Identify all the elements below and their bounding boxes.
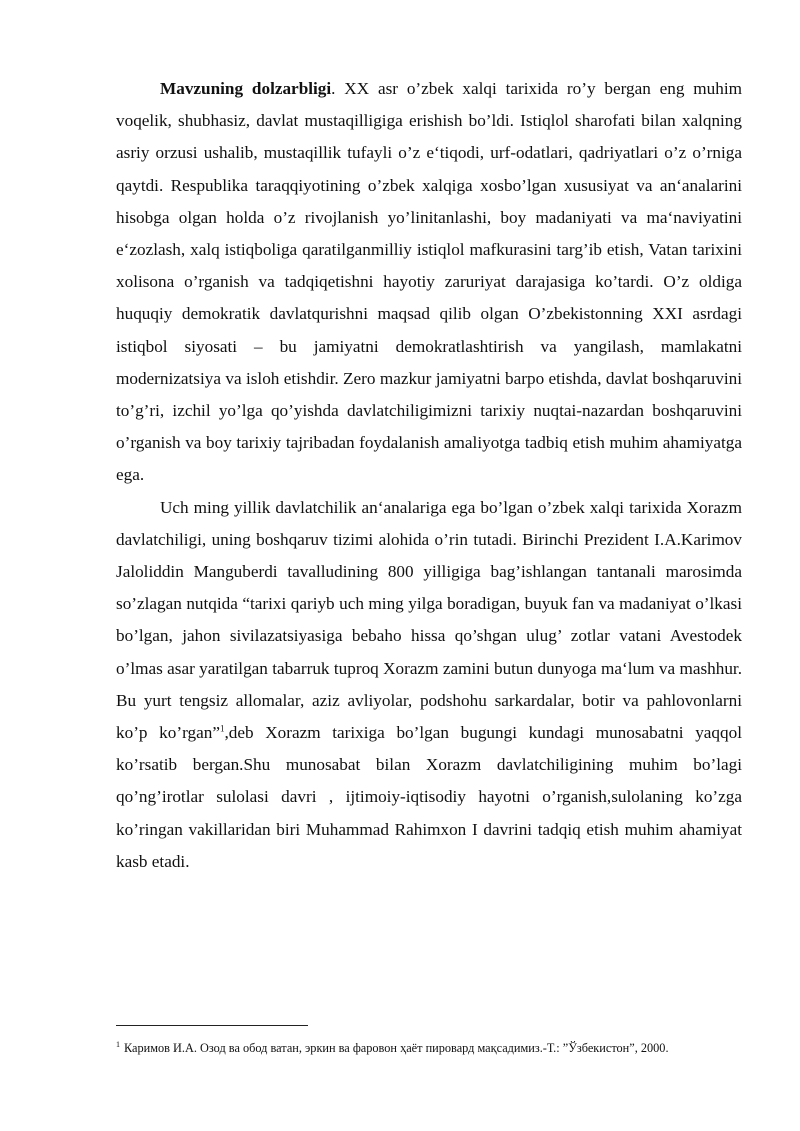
section-heading-inline: Mavzuning dolzarbligi [160, 79, 332, 98]
paragraph-1-text: . XX asr o’zbek xalqi tarixida ro’y bergan eng muhim voqelik, shubhasiz, davlat mustaqilligiga erishish bo’ldi. Istiqlol sharofati bilan xalqning asriy orzusi ushalib, mustaqillik tufayli o’z e‘tiqodi, urf-odatlari, qadriyatlari o’z o’rniga qaytdi. Respublika taraqqiyotining o’zbek xalqiga xosbo’lgan xususiyat va an‘analarini hisobga olgan holda o’z rivojlanish yo’linitanlashi, boy madaniyati va ma‘naviyatini e‘zozlash, xalq istiqboliga qaratilganmilliy istiqlol mafkurasini targ’ib etish, Vatan tarixini xolisona o’rganish va tadqiqetishni hayotiy zaruriyat darajasiga ko’tardi. O’z oldiga huquqiy demokratik davlatqurishni maqsad qilib olgan O’zbekistonning XXI asrdagi istiqbol siyosati – bu jamiyatni demokratlashtirish va yangilash, mamlakatni modernizatsiya va isloh etishdir. Zero mazkur jamiyatni barpo etishda, davlat boshqaruvini to’g’ri, izchil yo’lga qo’yishda davlatchiligimizni tarixiy nuqtai-nazardan boshqaruvini o’rganish va boy tarixiy tajribadan foydalanish amaliyotga tadbiq etish muhim ahamiyatga ega. [116, 79, 742, 485]
footnote-text: Каримов И.А. Озод ва обод ватан, эркин ва фаровон ҳаёт пировард мақсадимиз.-Т.: ”Ўзбекистон”, 2000. [124, 1041, 669, 1055]
body-text [116, 73, 742, 878]
footnote-marker: 1 [116, 1039, 120, 1049]
paragraph-2-text-b: ,deb Xorazm tarixiga bo’lgan bugungi kundagi munosabatni yaqqol ko’rsatib bergan.Shu munosabat bilan Xorazm davlatchiligining muhim bo’lagi qo’ng’irotlar sulolasi davri , ijtimoiy-iqtisodiy hayotni o’rganish,sulolaning ko’zga ko’ringan vakillaridan biri Muhammad Rahimxon I davrini tadqiq etish muhim ahamiyat kasb etadi. [116, 723, 742, 871]
footnote-reference[interactable]: 1 [219, 723, 225, 734]
paragraph-relevance [116, 73, 742, 492]
footnote-separator [116, 1025, 308, 1026]
paragraph-2-text-a: Uch ming yillik davlatchilik an‘analariga ega bo’lgan o’zbek xalqi tarixida Xorazm davlatchiligi, uning boshqaruv tizimi alohida o’rin tutadi. Birinchi Prezident I.A.Karimov Jaloliddin Manguberdi tavalludining 800 yilligiga bag’ishlangan tantanali marosimda so’zlagan nutqida “tarixi qariyb uch ming yilga boradigan, buyuk fan va madaniyat o’lkasi bo’lgan, jahon sivilazatsiyasiga bebaho hissa qo’shgan ulug’ zotlar vatani Avestodek o’lmas asar yaratilgan tabarruk tuproq Xorazm zamini butun dunyoga ma‘lum va mashhur. Bu yurt tengsiz allomalar, aziz avliyolar, podshohu sarkardalar, botir va pahlovonlarni ko’p ko’rgan” [116, 497, 742, 743]
footnote [116, 1040, 756, 1056]
paragraph-khorezm [116, 492, 742, 878]
